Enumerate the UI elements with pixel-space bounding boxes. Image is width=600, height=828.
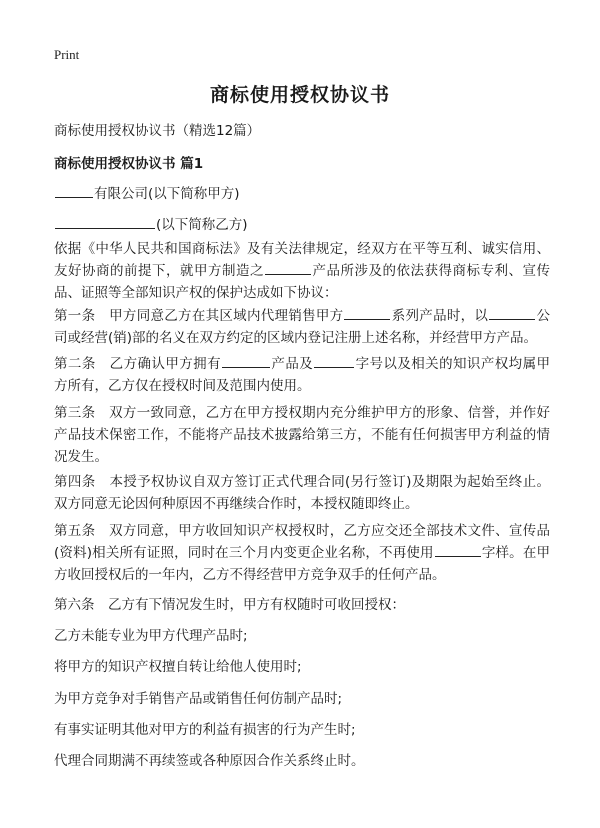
party-a-text: 有限公司(以下简称甲方): [94, 186, 240, 202]
article-2-text-1: 第二条 乙方确认甲方拥有: [54, 356, 221, 372]
print-link[interactable]: Print: [54, 47, 80, 62]
article-6: 第六条 乙方有下情况发生时，甲方有权随时可收回授权：: [54, 597, 405, 613]
party-a-blank: [55, 185, 93, 198]
article-5-blank: [435, 544, 481, 557]
condition-item: 将甲方的知识产权擅自转让给他人使用时;: [54, 659, 302, 675]
party-b-text: (以下简称乙方): [156, 217, 248, 233]
condition-item: 代理合同期满不再续签或各种原因合作关系终止时。: [54, 753, 365, 769]
article-3: 第三条 双方一致同意，乙方在甲方授权期内充分维护甲方的形象、信誉，并作好产品技术保密工作，不能将产品技术披露给第三方，不能有任何损害甲方利益的情况发生。: [54, 405, 550, 465]
article-5: [54, 520, 550, 586]
party-b-blank: [55, 216, 155, 229]
article-2-blank-2: [314, 355, 354, 368]
intro-blank: [265, 262, 311, 275]
article-1-text-2: 系列产品时，以: [391, 308, 489, 324]
party-a-line: [54, 182, 240, 202]
party-b-line: [54, 213, 248, 233]
article-1-text-1: 第一条 甲方同意乙方在其区域内代理销售甲方: [54, 308, 344, 324]
condition-item: 乙方未能专业为甲方代理产品时;: [54, 628, 248, 644]
article-4: 第四条 本授予权协议自双方签订正式代理合同(另行签订)及期限为起始至终止。双方同意无论因何种原因不再继续合作时，本授权随即终止。: [54, 474, 550, 512]
document-subtitle: 商标使用授权协议书（精选12篇）: [54, 123, 261, 139]
article-1: [54, 305, 550, 349]
article-2-blank-1: [222, 355, 270, 368]
intro-paragraph: [54, 238, 550, 304]
article-2: [54, 353, 550, 397]
article-2-text-2: 产品及: [271, 356, 314, 372]
document-title: 商标使用授权协议书: [209, 84, 390, 106]
article-1-text-3: 公司或经营(销)部的名义在双方约定的区域内登记注册上述名称，并经营甲方产品。: [54, 308, 551, 346]
article-5-text-1: 第五条 双方同意，甲方收回知识产权授权时，乙方应交还全部技术文件、宣传品(资料)相关所有证照，同时在三个月内变更企业名称，不再使用: [54, 523, 550, 561]
intro-text-2: 产品所涉及的依法获得商标专利、宣传品、证照等全部知识产权的保护达成如下协议：: [54, 263, 550, 301]
article-1-blank-1: [344, 307, 390, 320]
article-5-text-2: 字样。在甲方收回授权后的一年内，乙方不得经营甲方竞争双手的任何产品。: [54, 545, 550, 583]
condition-item: 有事实证明其他对甲方的利益有损害的行为产生时;: [54, 722, 356, 738]
intro-text-1: 依据《中华人民共和国商标法》及有关法律规定，经双方在平等互利、诚实信用、友好协商的前提下，就甲方制造之: [54, 241, 550, 279]
condition-item: 为甲方竞争对手销售产品或销售任何仿制产品时;: [54, 691, 343, 707]
article-2-text-3: 字号以及相关的知识产权均属甲方所有，乙方仅在授权时间及范围内使用。: [54, 356, 551, 394]
section-heading: 商标使用授权协议书 篇1: [54, 156, 204, 172]
article-1-blank-2: [489, 307, 535, 320]
